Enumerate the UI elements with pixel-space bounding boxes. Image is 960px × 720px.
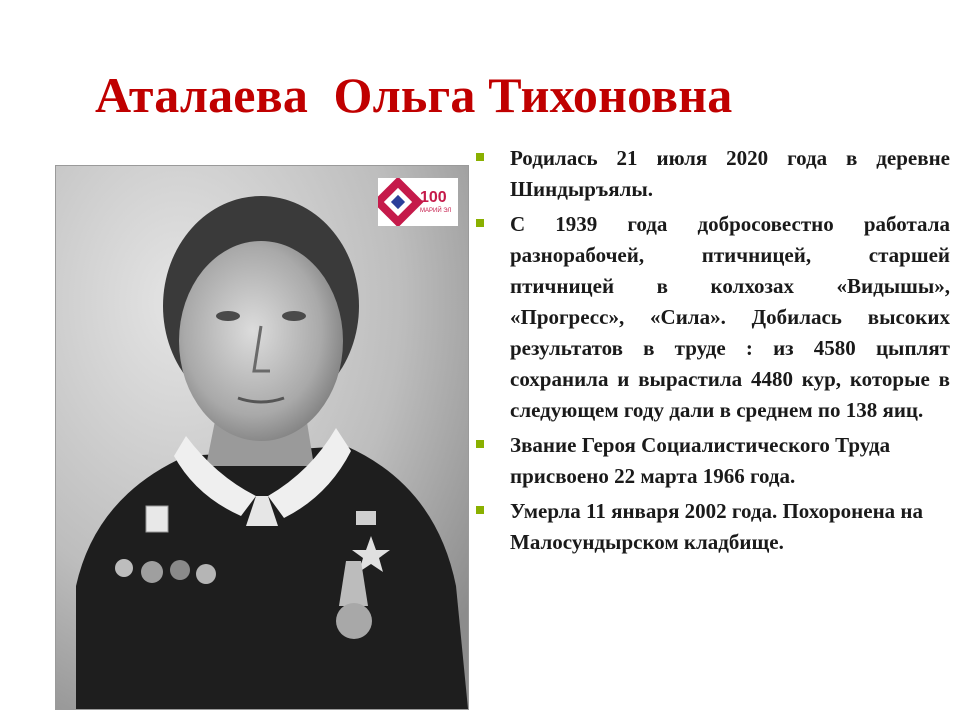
bullet-square-icon (476, 506, 484, 514)
bullet-text: Родилась 21 июля 2020 года в деревне Шиндыръялы. (510, 146, 950, 201)
bullet-item-death (476, 496, 950, 558)
logo-number: 100 (420, 189, 447, 206)
bullet-square-icon (476, 153, 484, 161)
bullet-square-icon (476, 219, 484, 227)
bullet-item-birth (476, 143, 950, 205)
bullet-text: Звание Героя Социалистического Труда присвоено 22 марта 1966 года. (510, 433, 891, 488)
bullet-item-award (476, 430, 950, 492)
slide-title: Аталаева Ольга Тихоновна (95, 67, 733, 123)
bullet-text: Умерла 11 января 2002 года. Похоронена на Малосундырском кладбище. (510, 499, 924, 554)
logo-caption: МАРИЙ ЭЛ (420, 208, 452, 214)
bullet-item-work (476, 209, 950, 426)
bullet-list (476, 143, 950, 562)
bullet-text: С 1939 года добросовестно работала разнорабочей, птичницей, старшей птичницей в колхозах «Видышы», «Прогресс», «Сила». Добилась высоких результатов в труде : из 4580 цыплят сохранила и вырастила 4480 кур, которые в следующем году дали в среднем по 138 яиц. (510, 212, 950, 422)
logo-100-years (378, 178, 458, 226)
bullet-square-icon (476, 440, 484, 448)
portrait-photo (55, 165, 469, 710)
